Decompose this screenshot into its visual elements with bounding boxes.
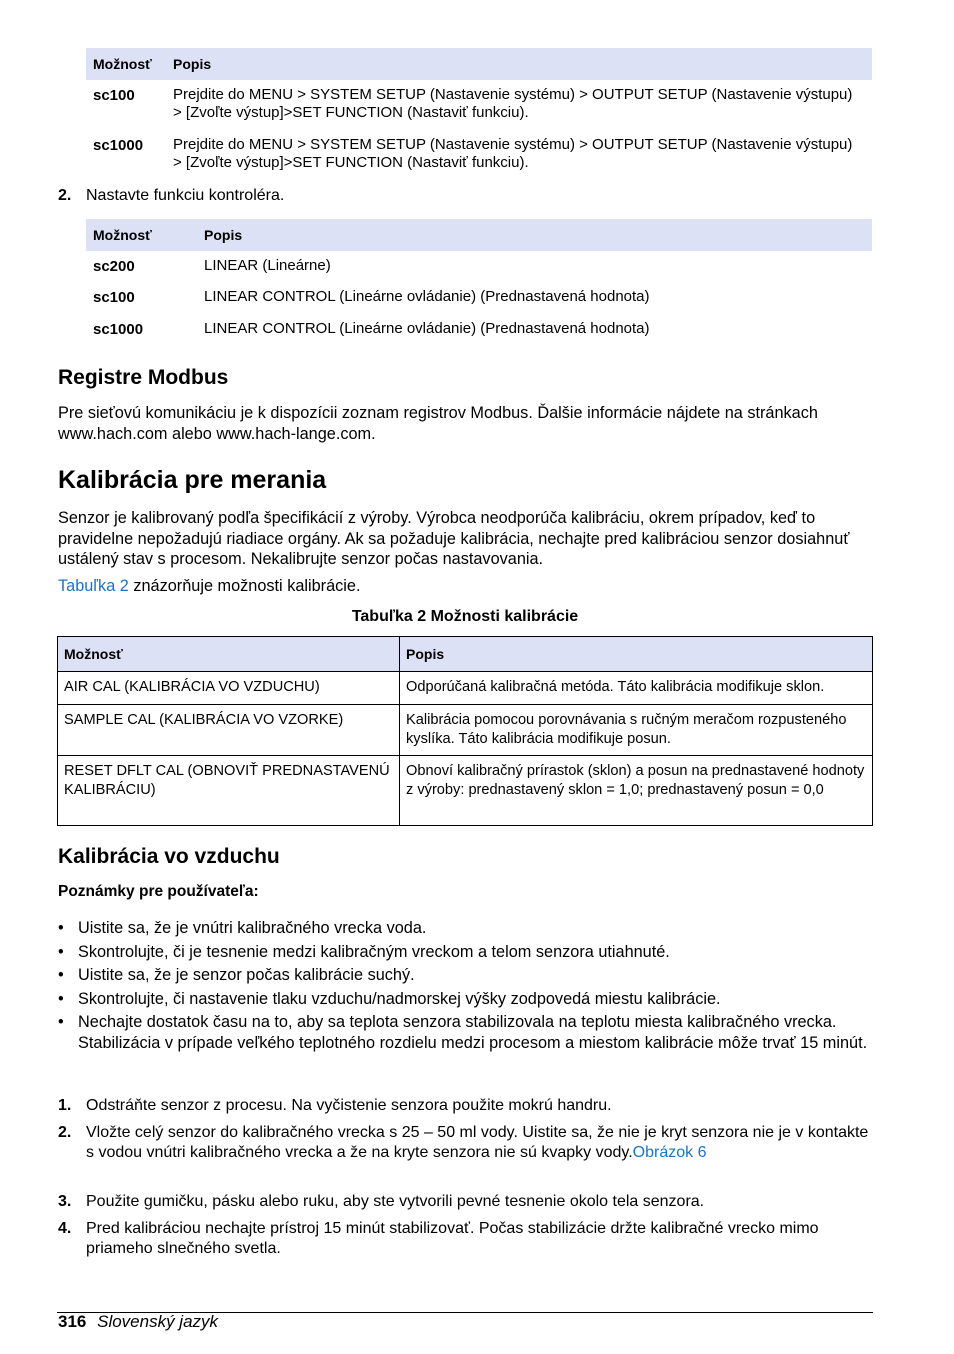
step-number: 2. bbox=[58, 187, 72, 204]
options-table-1 bbox=[86, 48, 872, 180]
user-notes-title: Poznámky pre používateľa: bbox=[58, 883, 259, 900]
option-cell: SAMPLE CAL (KALIBRÁCIA VO VZORKE) bbox=[58, 705, 400, 756]
column-header-description: Popis bbox=[204, 227, 243, 243]
step-number: 4. bbox=[58, 1220, 72, 1237]
list-item: • Skontrolujte, či nastavenie tlaku vzduchu/nadmorskej výšky zodpovedá miestu kalibrácie. bbox=[58, 989, 873, 1010]
calibration-paragraph: Senzor je kalibrovaný podľa špecifikácií z výroby. Výrobca neodporúča kalibráciu, okrem prípadov, keď to pravidelne nepožadujú riadiace orgány. Ak sa požaduje kalibrácia, nechajte pred kalibráciou senzor dosiahnuť ustálený stav s procesom. Nekalibrujte senzor počas nastavovania. bbox=[58, 509, 850, 568]
table-reference-text: znázorňuje možnosti kalibrácie. bbox=[128, 577, 361, 595]
option-cell: sc1000 bbox=[93, 137, 144, 154]
column-header-option: Možnosť bbox=[58, 637, 400, 672]
table-row bbox=[58, 756, 873, 826]
option-cell: sc100 bbox=[93, 87, 135, 104]
list-item: • Uistite sa, že je senzor počas kalibrácie suchý. bbox=[58, 965, 873, 986]
user-notes-list bbox=[58, 918, 873, 1056]
table-row bbox=[58, 705, 873, 756]
step-text: Pred kalibráciou nechajte prístroj 15 minút stabilizovať. Počas stabilizácie držte kalibračné vrecko mimo priameho slnečného svetla. bbox=[86, 1220, 819, 1257]
step-text: Použite gumičku, pásku alebo ruku, aby ste vytvorili pevné tesnenie okolo tela senzora. bbox=[86, 1193, 705, 1210]
table-row bbox=[86, 282, 872, 314]
modbus-paragraph: Pre sieťovú komunikáciu je k dispozícii zoznam registrov Modbus. Ďalšie informácie nájdete na stránkach www.hach.com alebo www.hach-lange.com. bbox=[58, 404, 818, 443]
description-cell: LINEAR CONTROL (Lineárne ovládanie) (Prednastavená hodnota) bbox=[204, 320, 650, 337]
air-cal-heading: Kalibrácia vo vzduchu bbox=[58, 845, 280, 868]
modbus-heading: Registre Modbus bbox=[58, 366, 229, 389]
table-header bbox=[86, 219, 872, 251]
column-header-description: Popis bbox=[400, 637, 873, 672]
table-row bbox=[86, 251, 872, 282]
calibration-heading: Kalibrácia pre merania bbox=[58, 466, 327, 494]
description-cell: Odporúčaná kalibračná metóda. Táto kalibrácia modifikuje sklon. bbox=[400, 672, 873, 705]
step-text: Vložte celý senzor do kalibračného vrecka s 25 – 50 ml vody. Uistite sa, že nie je kryt senzora nie je v kontakte s vodou vnútri kalibračného vrecka a že na kryte senzora nie sú kvapky vody. bbox=[86, 1124, 869, 1161]
step-text: Nastavte funkciu kontroléra. bbox=[86, 187, 285, 204]
option-cell: sc200 bbox=[93, 258, 135, 275]
table-2-link[interactable]: Tabuľka 2 bbox=[58, 577, 129, 595]
option-cell: sc1000 bbox=[93, 321, 144, 338]
option-cell: AIR CAL (KALIBRÁCIA VO VZDUCHU) bbox=[58, 672, 400, 705]
column-header-option: Možnosť bbox=[93, 227, 152, 243]
description-cell: LINEAR CONTROL (Lineárne ovládanie) (Prednastavená hodnota) bbox=[204, 288, 650, 305]
description-cell: Kalibrácia pomocou porovnávania s ručným meračom rozpusteného kyslíka. Táto kalibrácia modifikuje posun. bbox=[400, 705, 873, 756]
table-header bbox=[86, 48, 872, 80]
table-reference-paragraph bbox=[58, 576, 873, 597]
column-header-option: Možnosť bbox=[93, 56, 152, 72]
figure-6-link[interactable]: Obrázok 6 bbox=[632, 1144, 707, 1161]
option-cell: RESET DFLT CAL (OBNOVIŤ PREDNASTAVENÚ KALIBRÁCIU) bbox=[58, 756, 400, 826]
list-item: • Uistite sa, že je vnútri kalibračného vrecka voda. bbox=[58, 918, 873, 939]
table-row bbox=[86, 314, 872, 346]
column-header-description: Popis bbox=[173, 56, 212, 72]
list-item: • Nechajte dostatok času na to, aby sa teplota senzora stabilizovala na teplotu miesta kalibračného vrecka. Stabilizácia v prípade veľkého teplotného rozdielu medzi procesom a miestom kalibrácie môže trvať 15 minút. bbox=[58, 1012, 873, 1053]
description-cell: LINEAR (Lineárne) bbox=[204, 257, 331, 274]
step-number: 1. bbox=[58, 1097, 72, 1114]
description-cell: Obnoví kalibračný prírastok (sklon) a posun na prednastavené hodnoty z výroby: prednastavený sklon = 1,0; prednastavený posun = 0,0 bbox=[400, 756, 873, 826]
footer-language: Slovenský jazyk bbox=[97, 1312, 219, 1331]
step-set-controller bbox=[58, 186, 873, 208]
step-number: 3. bbox=[58, 1193, 72, 1210]
step-text: Odstráňte senzor z procesu. Na vyčistenie senzora použite mokrú handru. bbox=[86, 1097, 612, 1114]
options-table-2 bbox=[86, 219, 872, 346]
step-number: 2. bbox=[58, 1124, 72, 1141]
description-cell: Prejdite do MENU > SYSTEM SETUP (Nastavenie systému) > OUTPUT SETUP (Nastavenie výstupu) > [Zvoľte výstup]>SET FUNCTION (Nastaviť funkciu). bbox=[173, 136, 853, 171]
calibration-options-table bbox=[57, 636, 873, 826]
table-caption: Tabuľka 2 Možnosti kalibrácie bbox=[351, 608, 579, 625]
table-row bbox=[86, 130, 872, 180]
page-number: 316 bbox=[58, 1312, 87, 1331]
option-cell: sc100 bbox=[93, 289, 135, 306]
page-footer bbox=[58, 1312, 218, 1332]
list-item: • Skontrolujte, či je tesnenie medzi kalibračným vreckom a telom senzora utiahnuté. bbox=[58, 942, 873, 963]
table-row bbox=[86, 80, 872, 130]
table-row bbox=[58, 672, 873, 705]
description-cell: Prejdite do MENU > SYSTEM SETUP (Nastavenie systému) > OUTPUT SETUP (Nastavenie výstupu) > [Zvoľte výstup]>SET FUNCTION (Nastaviť funkciu). bbox=[173, 86, 853, 121]
table-header bbox=[58, 637, 873, 672]
